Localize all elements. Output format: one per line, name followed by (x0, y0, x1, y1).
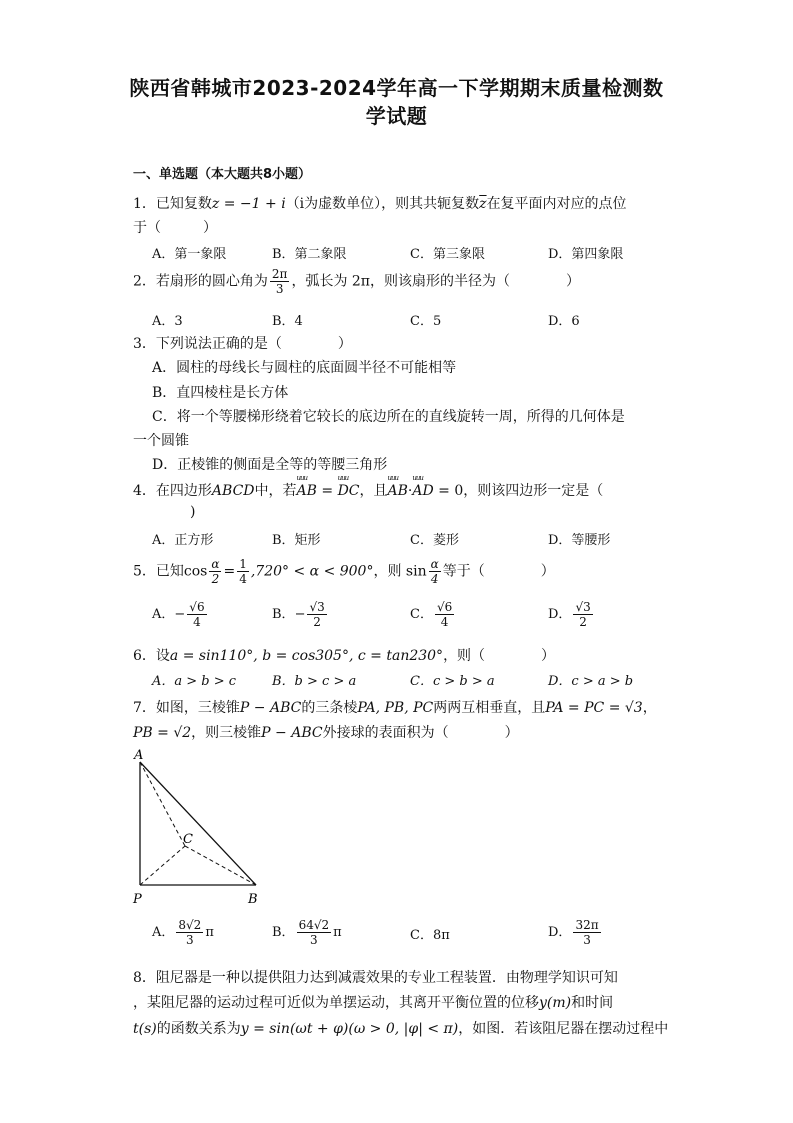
q6-expr: a = sin110°, b = cos305°, c = tan230° (169, 648, 444, 664)
doc-title-line2: 学试题 (365, 104, 428, 128)
edge-ac (140, 762, 185, 846)
q4-vec-ab2: uuu AB (388, 483, 408, 499)
edge-ab (140, 762, 256, 885)
q6-pre: 6．设 (133, 648, 170, 664)
label-a: A (134, 748, 144, 763)
q4-stem-line2: ) (190, 504, 196, 520)
q6-option-a[interactable]: A．a > b > c (152, 674, 237, 689)
label-p: P (133, 892, 142, 907)
q5-option-b[interactable]: B．− $\frac{√3}{2}$ (272, 600, 325, 629)
q4-option-c[interactable]: C．菱形 (410, 533, 459, 548)
q2-post: ，弧长为 2π，则该扇形的半径为（ ） (291, 273, 581, 290)
q3-stem: 3．下列说法正确的是（ ） (133, 336, 352, 352)
q4-vec-ad: uuu AD (412, 483, 433, 499)
q4-stem (133, 480, 603, 500)
q4-option-d[interactable]: D．等腰形 (548, 533, 611, 548)
q5-post: 等于（ ） (442, 563, 555, 580)
q1-stem (133, 193, 627, 213)
q5-pre: 5．已知cos (133, 563, 208, 580)
q5-option-d[interactable]: D． $\frac{√3}{2}$ (548, 600, 591, 629)
q5-frac-v: $\frac{1}{4}$ (239, 557, 247, 586)
edge-cb (185, 846, 256, 885)
q6-option-c[interactable]: C．c > b > a (410, 674, 495, 689)
section-heading: 一、单选题（本大题共8小题） (133, 167, 312, 182)
q1-expr: z = −1 + i (211, 196, 286, 212)
q8-line3: t(s)的函数关系为y = sin(ωt + φ)(ω > 0, |φ| < π)，如图．若该阻尼器在摆动过程中 (133, 1021, 669, 1037)
q5-frac-b: $\frac{\alpha}{4}$ (430, 557, 439, 586)
q3-option-b[interactable]: B．直四棱柱是长方体 (152, 385, 289, 401)
q1-option-c[interactable]: C．第三象限 (410, 247, 485, 262)
q3-option-c-line2: 一个圆锥 (133, 433, 189, 449)
q4-pre: 4．在四边形 (133, 483, 212, 499)
q3-option-d[interactable]: D．正棱锥的侧面是全等的等腰三角形 (152, 457, 388, 473)
q2-stem (133, 267, 580, 296)
q5-frac-a: $\frac{\alpha}{2}$ (211, 557, 220, 586)
q5-option-a[interactable]: A．− $\frac{√6}{4}$ (152, 600, 205, 629)
q1-zbar: $\overline{z}$ (479, 196, 487, 212)
q2-option-b[interactable]: B．4 (272, 314, 303, 329)
q4-vec-ab: uuu AB (297, 483, 317, 499)
q7-option-b[interactable]: B． $\frac{64√2}{3}$ π (272, 918, 342, 947)
doc-title-line1: 陕西省韩城市2023-2024学年高一下学期期末质量检测数 (129, 76, 664, 100)
q1-option-d[interactable]: D．第四象限 (548, 247, 624, 262)
q2-option-d[interactable]: D．6 (548, 314, 580, 329)
q4-zero: = 0 (433, 483, 464, 499)
q1-option-a[interactable]: A．第一象限 (152, 247, 227, 262)
q6-option-d[interactable]: D．c > a > b (548, 674, 634, 689)
q1-stem-line2: 于（ ） (133, 220, 217, 236)
q7-option-d[interactable]: D． $\frac{32\pi}{3}$ (548, 918, 599, 947)
label-c: C (183, 832, 193, 847)
q6-stem (133, 645, 555, 665)
q3-option-c[interactable]: C．将一个等腰梯形绕着它较长的底边所在的直线旋转一周，所得的几何体是 (152, 409, 625, 425)
q6-post: ，则（ ） (443, 648, 556, 664)
q4-vec-dc: uuu DC (338, 483, 360, 499)
q5-option-c[interactable]: C． $\frac{√6}{4}$ (410, 600, 453, 629)
q4-option-b[interactable]: B．矩形 (272, 533, 321, 548)
q1-post: 在复平面内对应的点位 (486, 196, 627, 212)
q4-mid1: 中，若 (254, 483, 297, 499)
q7-stem: 7．如图，三棱锥P − ABC的三条棱PA, PB, PC两两互相垂直，且PA = PC = √3， (133, 700, 657, 716)
q4-post: ，则该四边形一定是（ (463, 483, 604, 499)
q8-line1: 8．阻尼器是一种以提供阻力达到减震效果的专业工程装置．由物理学知识可知 (133, 970, 618, 986)
q2-fraction: $\frac{2\pi}{3}$ (271, 267, 288, 296)
label-b: B (248, 892, 258, 907)
q5-eq: = (223, 563, 236, 580)
q5-mid: ，则 sin (373, 563, 427, 580)
q8-line2: ，某阻尼器的运动过程可近似为单摆运动，其离开平衡位置的位移y(m)和时间 (133, 995, 614, 1011)
q4-eq: = (316, 483, 338, 499)
q2-option-c[interactable]: C．5 (410, 314, 442, 329)
q5-range: ,720° < α < 900° (250, 563, 374, 580)
q5-stem (133, 557, 555, 586)
q7-stem-line2: PB = √2，则三棱锥P − ABC外接球的表面积为（ ） (133, 725, 519, 741)
q1-mid: （i为虚数单位），则其共轭复数 (285, 196, 480, 212)
q4-option-a[interactable]: A．正方形 (152, 533, 214, 548)
q4-mid2: ，且 (359, 483, 388, 499)
q2-pre: 2．若扇形的圆心角为 (133, 273, 268, 290)
q1-option-b[interactable]: B．第二象限 (272, 247, 347, 262)
q7-option-a[interactable]: A． $\frac{8√2}{3}$ π (152, 918, 214, 947)
tetrahedron-figure (128, 748, 268, 913)
q2-option-a[interactable]: A．3 (152, 314, 183, 329)
q6-option-b[interactable]: B．b > c > a (272, 674, 357, 689)
q3-option-a[interactable]: A．圆柱的母线长与圆柱的底面圆半径不可能相等 (152, 360, 457, 376)
q7-option-c[interactable]: C．8π (410, 928, 450, 943)
edge-pc (140, 846, 185, 885)
q4-dot: · (407, 483, 413, 499)
q4-abcd: ABCD (211, 483, 255, 499)
q1-pre: 1．已知复数 (133, 196, 212, 212)
